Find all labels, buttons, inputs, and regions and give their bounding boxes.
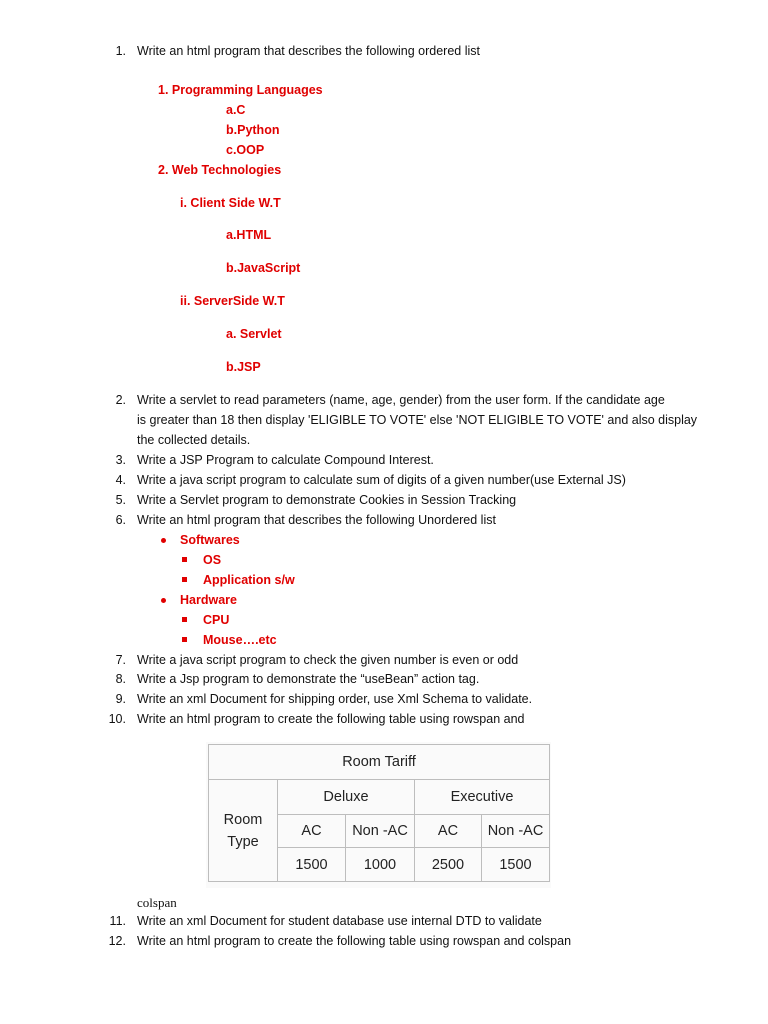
table-cell: 2500	[415, 848, 482, 882]
ordered-list-subitem: ii. ServerSide W.T	[180, 294, 285, 308]
question-number: 12.	[108, 934, 126, 948]
ordered-list-item: 1. Programming Languages	[158, 83, 323, 97]
question-text: Write an html program that describes the following ordered list	[137, 44, 480, 58]
question-text: Write a java script program to check the given number is even or odd	[137, 653, 519, 667]
ac-header-cell: AC	[278, 815, 346, 848]
unordered-list-subitem: Application s/w	[203, 573, 295, 587]
question-text: Write an html program to create the following table using rowspan and	[137, 712, 525, 726]
question-text: Write an html program that describes the following Unordered list	[137, 513, 496, 527]
question-text: is greater than 18 then display 'ELIGIBLE TO VOTE' else 'NOT ELIGIBLE TO VOTE' and also display	[137, 413, 698, 427]
bullet-square-icon	[182, 577, 187, 582]
question-number: 11.	[109, 914, 126, 928]
ordered-list-subitem: b.JavaScript	[226, 261, 301, 275]
question-text: the collected details.	[137, 433, 251, 447]
question-number: 9.	[115, 692, 126, 706]
question-text: Write a java script program to calculate sum of digits of a given number(use External JS)	[137, 473, 626, 487]
question-text: Write a Jsp program to demonstrate the “useBean” action tag.	[137, 672, 480, 686]
question-number: 6.	[115, 513, 126, 527]
ordered-list-subitem: b.JSP	[226, 360, 261, 374]
question-text: Write an xml Document for student database use internal DTD to validate	[137, 914, 542, 928]
room-tariff-table	[208, 744, 550, 882]
unordered-list-item: Softwares	[180, 533, 240, 547]
unordered-list-item: Hardware	[180, 593, 237, 607]
bullet-square-icon	[182, 557, 187, 562]
room-type-cell	[209, 780, 278, 882]
ordered-list-subitem: i. Client Side W.T	[180, 196, 281, 210]
bullet-square-icon	[182, 617, 187, 622]
question-number: 7.	[115, 653, 126, 667]
ordered-list-subitem: c.OOP	[226, 143, 265, 157]
question-number: 10.	[108, 712, 126, 726]
ac-header-cell: AC	[415, 815, 482, 848]
question-number: 1.	[115, 44, 126, 58]
question-text: Write a JSP Program to calculate Compound Interest.	[137, 453, 434, 467]
question-number: 2.	[115, 393, 126, 407]
table-cell: 1000	[346, 848, 415, 882]
deluxe-header-cell: Deluxe	[278, 780, 415, 815]
non-ac-header-cell: Non -AC	[482, 815, 550, 848]
ordered-list-subitem: a.C	[226, 103, 246, 117]
question-number: 8.	[115, 672, 126, 686]
ordered-list-subitem: a.HTML	[226, 228, 272, 242]
unordered-list-subitem: OS	[203, 553, 222, 567]
ordered-list-subitem: b.Python	[226, 123, 280, 137]
question-text: Write an xml Document for shipping order, use Xml Schema to validate.	[137, 692, 533, 706]
unordered-list-subitem: Mouse….etc	[203, 633, 277, 647]
executive-header-cell: Executive	[415, 780, 550, 815]
bullet-dot-icon	[161, 598, 166, 603]
question-number: 4.	[115, 473, 126, 487]
question-text: Write a Servlet program to demonstrate Cookies in Session Tracking	[137, 493, 517, 507]
bullet-square-icon	[182, 637, 187, 642]
question-text: Write a servlet to read parameters (name, age, gender) from the user form. If the candidate age	[137, 393, 665, 407]
non-ac-header-cell: Non -AC	[346, 815, 415, 848]
question-number: 5.	[115, 493, 126, 507]
ordered-list-subitem: a. Servlet	[226, 327, 282, 341]
question-text: colspan	[137, 895, 177, 910]
table-title-cell: Room Tariff	[209, 745, 550, 780]
question-number: 3.	[115, 453, 126, 467]
bullet-dot-icon	[161, 538, 166, 543]
room-type-label: Room Type	[223, 811, 263, 850]
unordered-list-subitem: CPU	[203, 613, 230, 627]
table-cell: 1500	[482, 848, 550, 882]
question-text: Write an html program to create the following table using rowspan and colspan	[137, 934, 572, 948]
table-cell: 1500	[278, 848, 346, 882]
ordered-list-item: 2. Web Technologies	[158, 163, 282, 177]
